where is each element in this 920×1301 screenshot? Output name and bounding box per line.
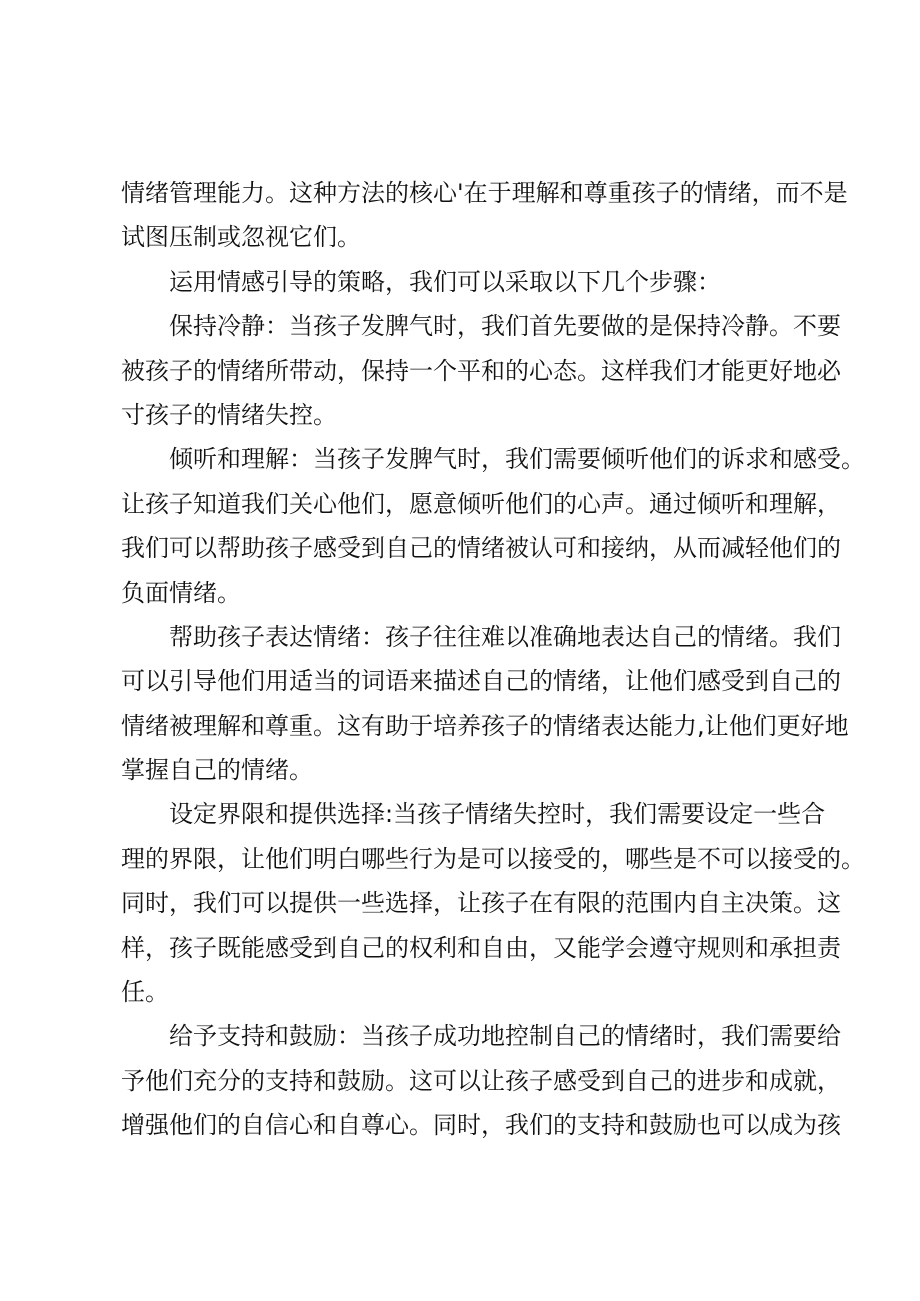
text-line: 情绪管理能力。这种方法的核心'在于理解和尊重孩子的情绪，而不是 (121, 179, 848, 207)
text-line: 试图压制或忽视它们。 (121, 223, 361, 252)
text-line: 掌握自己的情绪。 (121, 756, 313, 785)
text-line: 可以引导他们用适当的词语来描述自己的情绪，让他们感受到自己的 (121, 667, 841, 696)
text-line: 理的界限，让他们明白哪些行为是可以接受的，哪些是不可以接受的。 (121, 844, 865, 873)
paragraph-start-line: 保持冷静：当孩子发脾气时，我们首先要做的是保持冷静。不要 (169, 312, 841, 341)
text-line: 样，孩子既能感受到自己的权利和自由，又能学会遵守规则和承担责 (121, 933, 841, 962)
text-line: 任。 (121, 978, 169, 1007)
text-line: 情绪被理解和尊重。这有助于培养孩子的情绪表达能力,让他们更好地 (121, 711, 849, 740)
text-line: 负面情绪。 (121, 578, 241, 607)
text-line: 寸孩子的情绪失控。 (121, 400, 337, 429)
paragraph-start-line: 给予支持和鼓励：当孩子成功地控制自己的情绪时，我们需要给 (169, 1022, 841, 1051)
text-line: 增强他们的自信心和自尊心。同时，我们的支持和鼓励也可以成为孩 (121, 1111, 841, 1140)
paragraph-start-line: 倾听和理解：当孩子发脾气时，我们需要倾听他们的诉求和感受。 (169, 445, 865, 474)
text-line: 予他们充分的支持和鼓励。这可以让孩子感受到自己的进步和成就， (121, 1066, 841, 1095)
paragraph-start-line: 设定界限和提供选择:当孩子情绪失控时，我们需要设定一些合 (169, 800, 826, 829)
text-line: 同时，我们可以提供一些选择，让孩子在有限的范围内自主决策。这 (121, 889, 841, 918)
paragraph-start-line: 帮助孩子表达情绪：孩子往往难以准确地表达自己的情绪。我们 (169, 622, 841, 651)
body-text (121, 171, 865, 1148)
text-line: 被孩子的情绪所带动，保持一个平和的心态。这样我们才能更好地必 (121, 356, 841, 385)
text-line: 让孩子知道我们关心他们，愿意倾听他们的心声。通过倾听和理解， (121, 489, 841, 518)
text-line: 我们可以帮助孩子感受到自己的情绪被认可和接纳，从而减轻他们的 (121, 534, 841, 563)
paragraph-start-line: 运用情感引导的策略，我们可以采取以下几个步骤： (169, 267, 721, 296)
